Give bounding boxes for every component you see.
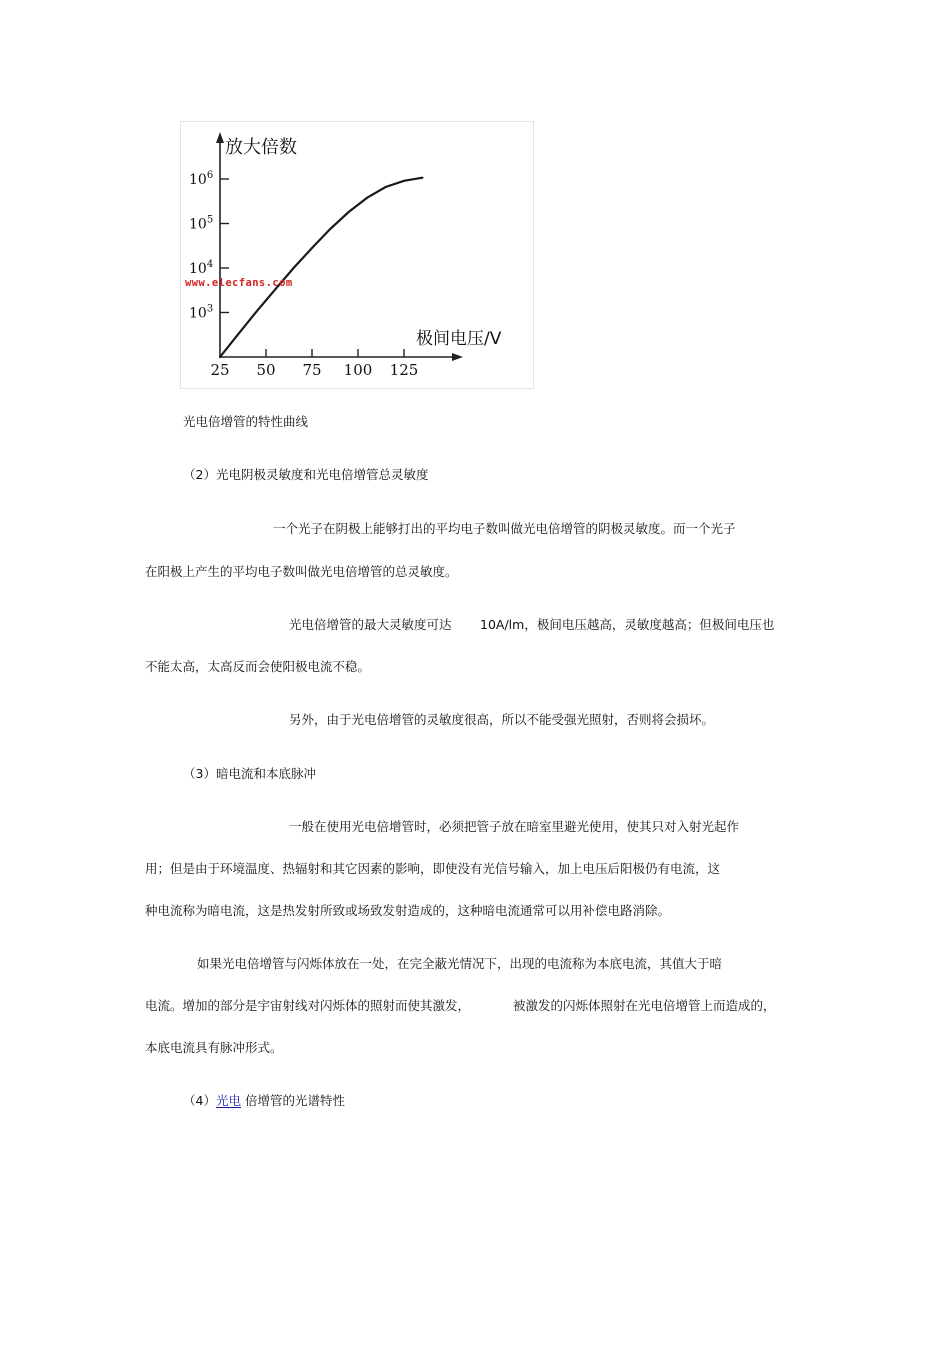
gain-voltage-chart bbox=[180, 121, 534, 389]
para-5-line-3: 本底电流具有脉冲形式。 bbox=[145, 1040, 283, 1055]
para-5-line-2b: 被激发的闪烁体照射在光电倍增管上而造成的， bbox=[513, 998, 776, 1013]
para-1-line-2: 在阳极上产生的平均电子数叫做光电倍增管的总灵敏度。 bbox=[145, 564, 458, 579]
x-tick-label: 75 bbox=[302, 361, 322, 379]
section-4-heading bbox=[183, 1093, 345, 1109]
section-4-rest: 倍增管的光谱特性 bbox=[244, 1093, 345, 1108]
section-2-heading: （2）光电阴极灵敏度和光电倍增管总灵敏度 bbox=[183, 467, 429, 482]
y-axis-label: 放大倍数 bbox=[225, 137, 297, 158]
para-4-line-1: 一般在使用光电倍增管时，必须把管子放在暗室里避光使用，使其只对入射光起作 bbox=[289, 819, 740, 834]
y-tick-label: $10^6$ bbox=[189, 170, 214, 188]
x-tick-label: 100 bbox=[343, 361, 373, 379]
para-4-line-3: 种电流称为暗电流，这是热发射所致或场致发射造成的，这种暗电流通常可以用补偿电路消除。 bbox=[145, 903, 671, 918]
para-2-line-1a: 光电倍增管的最大灵敏度可达 bbox=[289, 617, 452, 632]
characteristic-curve-figure bbox=[180, 121, 534, 389]
para-1-line-1: 一个光子在阴极上能够打出的平均电子数叫做光电倍增管的阴极灵敏度。而一个光子 bbox=[273, 521, 736, 536]
para-4-line-2: 用；但是由于环境温度、热辐射和其它因素的影响，即使没有光信号输入，加上电压后阳极仍有电流，这 bbox=[145, 861, 721, 876]
x-tick-label: 25 bbox=[210, 361, 230, 379]
para-5-line-1: 如果光电倍增管与闪烁体放在一处，在完全蔽光情况下，出现的电流称为本底电流，其值大于暗 bbox=[197, 956, 723, 971]
section-3-heading: （3）暗电流和本底脉冲 bbox=[183, 766, 316, 781]
x-axis-label: 极间电压/V bbox=[416, 329, 502, 349]
y-tick-label: $10^5$ bbox=[189, 214, 214, 233]
para-2-line-1b: 10A/lm，极间电压越高，灵敏度越高；但极间电压也 bbox=[480, 617, 775, 632]
y-tick-label: $10^4$ bbox=[189, 259, 214, 277]
x-tick-label: 125 bbox=[389, 361, 419, 379]
y-tick-label: $10^3$ bbox=[189, 303, 214, 322]
para-5-line-2a: 电流。增加的部分是宇宙射线对闪烁体的照射而使其激发， bbox=[145, 998, 471, 1013]
para-3-line-1: 另外，由于光电倍增管的灵敏度很高，所以不能受强光照射，否则将会损坏。 bbox=[289, 712, 715, 727]
x-tick-label: 50 bbox=[256, 361, 276, 379]
watermark-text: www.elecfans.com bbox=[185, 277, 293, 289]
para-2-line-2: 不能太高，太高反而会使阳极电流不稳。 bbox=[145, 659, 371, 674]
figure-caption: 光电倍增管的特性曲线 bbox=[183, 414, 309, 429]
photoelectric-link[interactable]: 光电 bbox=[215, 1093, 241, 1108]
section-4-prefix: （4） bbox=[183, 1093, 216, 1108]
